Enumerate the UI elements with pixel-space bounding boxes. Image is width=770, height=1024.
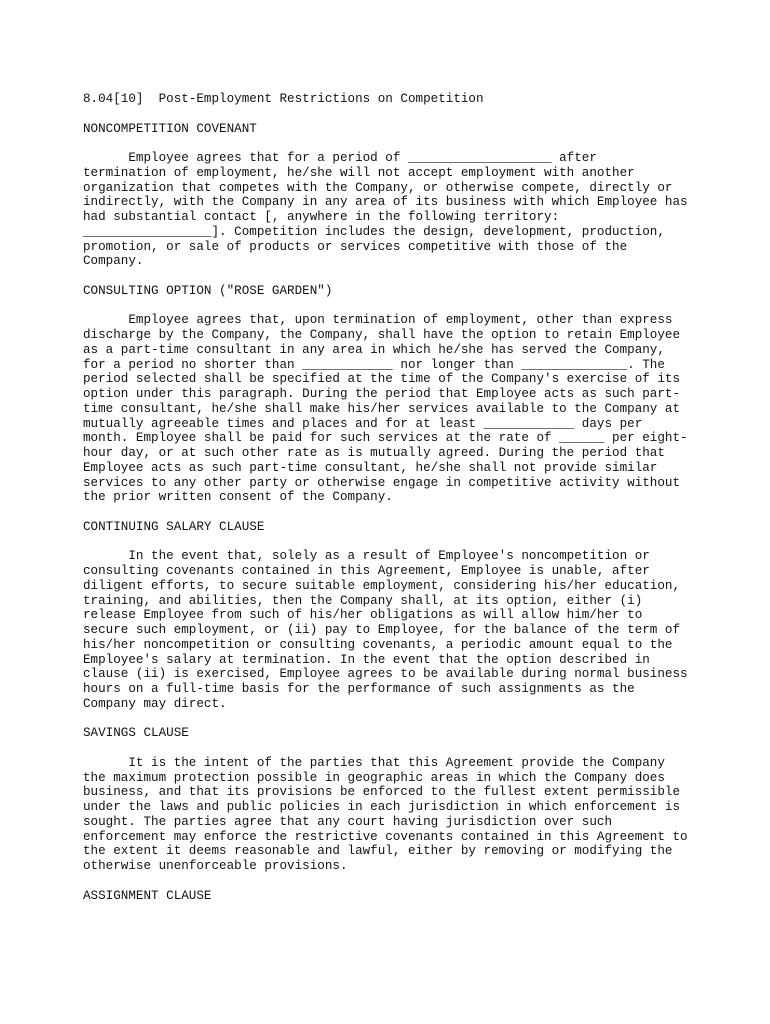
paragraph-line: services to any other party or otherwise engage in competitive activity without bbox=[83, 475, 681, 490]
paragraph-line: enforcement may enforce the restrictive covenants contained in this Agreement to bbox=[83, 829, 688, 844]
blank-line bbox=[83, 269, 693, 284]
paragraph-line: under the laws and public policies in each jurisdiction in which enforcement is bbox=[83, 800, 681, 814]
paragraph-line: Employee acts as such part-time consultant, he/she shall not provide similar bbox=[83, 460, 658, 475]
paragraph-line: sought. The parties agree that any court having jurisdiction over such bbox=[83, 814, 613, 829]
paragraph-line: Employee agrees that, upon termination of employment, other than express bbox=[83, 313, 673, 328]
paragraph-line: Company. bbox=[83, 254, 144, 269]
blank-line bbox=[83, 107, 693, 122]
section-savings-clause bbox=[83, 726, 693, 888]
blank-line bbox=[83, 712, 693, 727]
paragraph-line: otherwise unenforceable provisions. bbox=[83, 859, 348, 873]
paragraph-line: It is the intent of the parties that this Agreement provide the Company bbox=[83, 755, 665, 770]
paragraph-line: clause (ii) is exercised, Employee agrees to be available during normal business bbox=[83, 667, 688, 682]
section-heading: SAVINGS CLAUSE bbox=[83, 726, 189, 741]
section-consulting-option bbox=[83, 284, 693, 520]
paragraph-line: Employee's salary at termination. In the event that the option described in bbox=[83, 652, 650, 667]
blank-line bbox=[83, 535, 693, 550]
paragraph-line: the extent it deems reasonable and lawful, either by removing or modifying the bbox=[83, 844, 673, 859]
paragraph-line: for a period no shorter than ____________ nor longer than ______________. The bbox=[83, 357, 665, 372]
document-page bbox=[83, 92, 693, 903]
section-continuing-salary bbox=[83, 520, 693, 727]
paragraph-line: hour day, or at such other rate as is mutually agreed. During the period that bbox=[83, 446, 665, 460]
paragraph-line: the maximum protection possible in geographic areas in which the Company does bbox=[83, 770, 665, 785]
paragraph-line: promotion, or sale of products or services competitive with those of the bbox=[83, 239, 628, 254]
paragraph-line: indirectly, with the Company in any area of its business with which Employee has bbox=[83, 195, 688, 210]
paragraph-line: his/her noncompetition or consulting covenants, a periodic amount equal to the bbox=[83, 637, 673, 652]
section-heading: NONCOMPETITION COVENANT bbox=[83, 121, 257, 136]
blank-line bbox=[83, 741, 693, 756]
paragraph-line: the prior written consent of the Company. bbox=[83, 490, 393, 505]
paragraph-line: business, and that its provisions be enforced to the fullest extent permissible bbox=[83, 785, 681, 800]
section-noncompetition bbox=[83, 122, 693, 284]
paragraph-line: option under this paragraph. During the period that Employee acts as such part- bbox=[83, 387, 681, 401]
section-heading: CONTINUING SALARY CLAUSE bbox=[83, 519, 265, 534]
paragraph-line: had substantial contact [, anywhere in the following territory: bbox=[83, 210, 560, 224]
blank-line bbox=[83, 505, 693, 520]
paragraph-line: diligent efforts, to secure suitable employment, considering his/her education, bbox=[83, 578, 681, 593]
section-heading: ASSIGNMENT CLAUSE bbox=[83, 888, 212, 903]
paragraph-line: mutually agreeable times and places and for at least ____________ days per bbox=[83, 416, 643, 431]
section-assignment-clause bbox=[83, 889, 693, 904]
section-heading: CONSULTING OPTION ("ROSE GARDEN") bbox=[83, 283, 333, 298]
paragraph-line: training, and abilities, then the Company shall, at its option, either (i) bbox=[83, 593, 643, 608]
paragraph-line: Company may direct. bbox=[83, 696, 227, 711]
paragraph-line: as a part-time consultant in any area in which he/she has served the Company, bbox=[83, 342, 665, 357]
blank-line bbox=[83, 299, 693, 314]
paragraph-line: month. Employee shall be paid for such services at the rate of ______ per eight- bbox=[83, 431, 688, 446]
paragraph-line: In the event that, solely as a result of Employee's noncompetition or bbox=[83, 549, 650, 564]
paragraph-line: consulting covenants contained in this Agreement, Employee is unable, after bbox=[83, 564, 650, 578]
blank-line bbox=[83, 136, 693, 151]
paragraph-line: secure such employment, or (ii) pay to Employee, for the balance of the term of bbox=[83, 623, 681, 637]
document-title: 8.04[10] Post-Employment Restrictions on Competition bbox=[83, 92, 484, 106]
paragraph-line: Employee agrees that for a period of ___________________ after bbox=[83, 151, 597, 165]
paragraph-line: organization that competes with the Company, or otherwise compete, directly or bbox=[83, 180, 673, 195]
paragraph-line: time consultant, he/she shall make his/her services available to the Company at bbox=[83, 401, 681, 416]
paragraph-line: release Employee from such of his/her obligations as will allow him/her to bbox=[83, 608, 643, 623]
blank-line bbox=[83, 874, 693, 889]
paragraph-line: period selected shall be specified at the time of the Company's exercise of its bbox=[83, 372, 681, 387]
paragraph-line: termination of employment, he/she will not accept employment with another bbox=[83, 165, 635, 180]
paragraph-line: _________________]. Competition includes the design, development, production, bbox=[83, 224, 665, 239]
paragraph-line: hours on a full-time basis for the performance of such assignments as the bbox=[83, 682, 635, 696]
paragraph-line: discharge by the Company, the Company, shall have the option to retain Employee bbox=[83, 328, 681, 342]
